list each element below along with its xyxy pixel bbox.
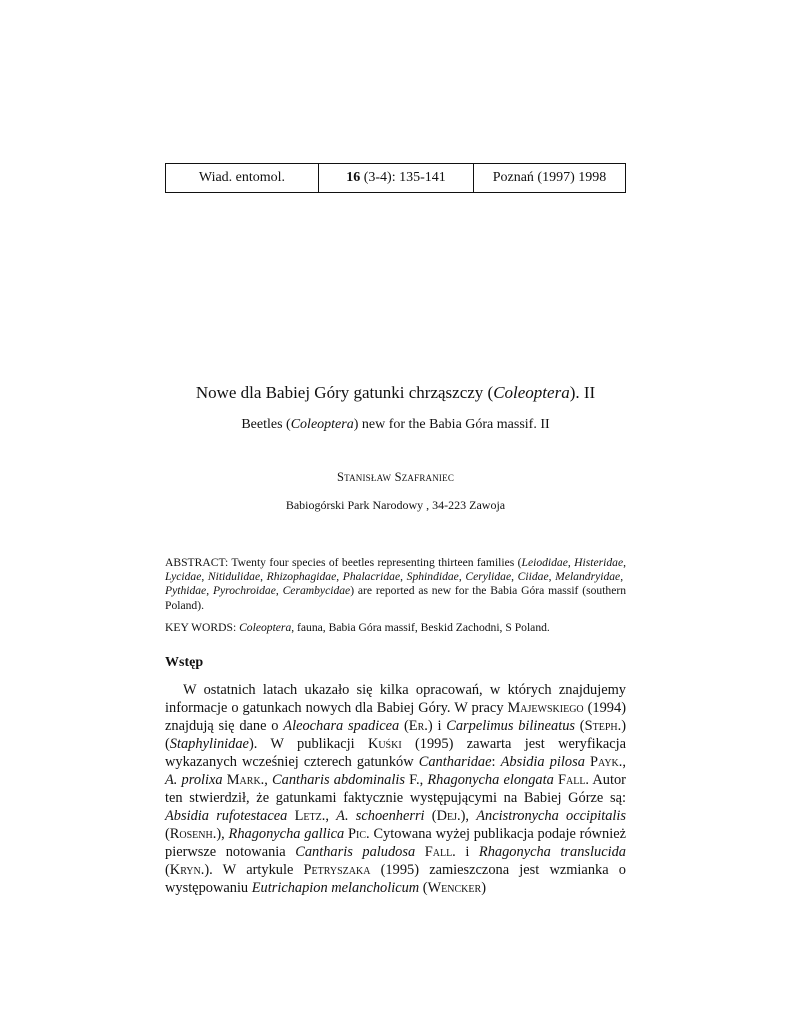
author-ref: Payk. [590, 754, 623, 770]
text-run: ), [460, 808, 477, 824]
text-run: (1994) znajdują się dane o [165, 700, 626, 734]
species-name: A. prolixa [165, 772, 223, 788]
abstract-text: ) are reported as new for the Babia Góra massif (southern Poland). [165, 584, 627, 612]
author-ref: Er. [408, 718, 428, 734]
text-run: F., [404, 772, 428, 788]
journal-name [166, 164, 319, 192]
author-ref: Kuśki [367, 736, 402, 752]
text-run: (1995) zawarta jest weryfikacja wykazanych wcześniej czterech gatunków [165, 736, 626, 770]
text-run: , [622, 754, 626, 770]
text-run: : [491, 754, 501, 770]
author-ref: Mark. [226, 772, 265, 788]
keywords-label: KEY WORDS: [165, 621, 240, 634]
species-name: A. schoenherri [336, 808, 425, 824]
volume-number: 16 [346, 170, 361, 185]
keywords-text: , fauna, Babia Góra massif, Beskid Zachodni, S Poland. [291, 621, 550, 634]
paper-title [0, 383, 791, 403]
text-run: (1995) zamieszczona jest wzmianka o występowaniu [165, 862, 626, 896]
species-name: Carpelimus bilineatus [446, 718, 575, 734]
author-name: Stanisław Szafraniec [336, 470, 455, 484]
family-name: Cerambycidae [282, 584, 351, 598]
text-run: ( [165, 862, 170, 878]
paper-subtitle [0, 417, 791, 433]
author-ref: Rosenh. [169, 826, 217, 842]
species-name: Cantharis paludosa [295, 844, 416, 860]
family-name: Histeridae [574, 556, 624, 569]
species-name: Rhagonycha elongata [427, 772, 554, 788]
family-name: Leiodidae [521, 556, 568, 569]
title-suffix: ). II [569, 383, 596, 402]
species-name: Eutrichapion melancholicum [251, 880, 420, 896]
family-name: Nitidulidae [207, 570, 261, 584]
author-ref: Majewskiego [507, 700, 584, 716]
species-name: Absidia rufotestacea [165, 808, 288, 824]
author-affiliation: Babiogórski Park Narodowy , 34-223 Zawoja [285, 498, 506, 512]
text-run: , [325, 808, 337, 824]
author-ref: Pic. [348, 826, 370, 842]
text-run: Cytowana wyżej publikacja podaje również pierwsze notowania [165, 826, 627, 860]
abstract-text: : Twenty four species of beetles representing thirteen families ( [224, 556, 522, 569]
subtitle-prefix: Beetles ( [241, 417, 291, 432]
abstract-label: ABSTRACT [165, 556, 225, 569]
title-prefix: Nowe dla Babiej Góry gatunki chrząszczy ( [195, 383, 494, 402]
author-ref: Letz. [294, 808, 326, 824]
species-name: Aleochara spadicea [283, 718, 400, 734]
text-run: ). W artykule [204, 862, 304, 878]
species-name: Absidia pilosa [500, 754, 585, 770]
family-name: Staphylinidae [169, 736, 249, 752]
text-run: Autor ten stwierdził, że gatunkami faktycznie występującymi na Babiej Górze są: [165, 772, 626, 806]
family-name: Melandryidae [555, 570, 621, 584]
text-run: , [264, 772, 273, 788]
body-paragraph [165, 681, 626, 897]
journal-header-box [165, 163, 626, 193]
text-run: ( [419, 880, 428, 896]
text-run [415, 844, 425, 860]
family-name: Ciidae [517, 570, 549, 584]
text-run: ) i [427, 718, 447, 734]
text-run [287, 808, 294, 824]
text-run: ( [575, 718, 585, 734]
family-name: Rhizophagidae [266, 570, 337, 584]
species-name: Rhagonycha gallica [228, 826, 345, 842]
section-heading: Wstęp [165, 655, 204, 670]
subtitle-suffix: ) new for the Babia Góra massif. II [353, 417, 550, 432]
title-taxon: Coleoptera [493, 383, 570, 402]
place-date [474, 164, 625, 192]
keywords-taxon: Coleoptera [239, 621, 292, 634]
family-name: Cantharidae [418, 754, 492, 770]
species-name: Cantharis abdominalis [272, 772, 405, 788]
abstract: ABSTRACT: Twenty four species of beetles representing thirteen families (Leiodidae, Histeridae, Lycidae, Nitidulidae, Rhizophagidae, Phalacridae, Sphindidae, Cerylidae, Ciidae, Melandryidae, Pythidae, Pyrochroidae, Cerambycidae) are reported as new for the Babia Góra massif (southern Poland). [165, 556, 627, 612]
family-name: Cerylidae [465, 570, 512, 584]
text-run: i [455, 844, 479, 860]
species-name: Rhagonycha translucida [478, 844, 626, 860]
family-name: Phalacridae [342, 570, 401, 584]
text-run: ), [216, 826, 229, 842]
text-run: ) ( [165, 718, 626, 752]
author-ref: Fall. [424, 844, 456, 860]
author-ref: Steph. [584, 718, 622, 734]
volume-info [319, 164, 474, 192]
author-ref: Wencker [427, 880, 482, 896]
text-run: ( [399, 718, 409, 734]
issue-pages: (3-4): 135-141 [363, 170, 446, 185]
place-date-text: Poznań (1997) 1998 [492, 170, 607, 185]
text-run: ). W publikacji [248, 736, 368, 752]
family-name: Pythidae [165, 584, 207, 598]
text-run: ( [165, 826, 170, 842]
key-words [165, 621, 626, 635]
author-ref: Fall. [557, 772, 590, 788]
author-ref: Petryszaka [303, 862, 371, 878]
author-ref: Kryn. [169, 862, 205, 878]
family-name: Pyrochroidae [212, 584, 276, 598]
text-run: W ostatnich latach ukazało się kilka opracowań, w których znajdujemy informacje o gatunkach nowych dla Babiej Góry. W pracy [165, 682, 626, 716]
text-run: ( [424, 808, 437, 824]
text-run: ) [481, 880, 486, 896]
family-name: Lycidae [165, 570, 202, 584]
species-name: Ancistronycha occipitalis [476, 808, 626, 824]
subtitle-taxon: Coleoptera [290, 417, 354, 432]
family-name: Sphindidae [406, 570, 459, 584]
journal-name-text: Wiad. entomol. [198, 170, 286, 185]
author-ref: Dej. [436, 808, 461, 824]
